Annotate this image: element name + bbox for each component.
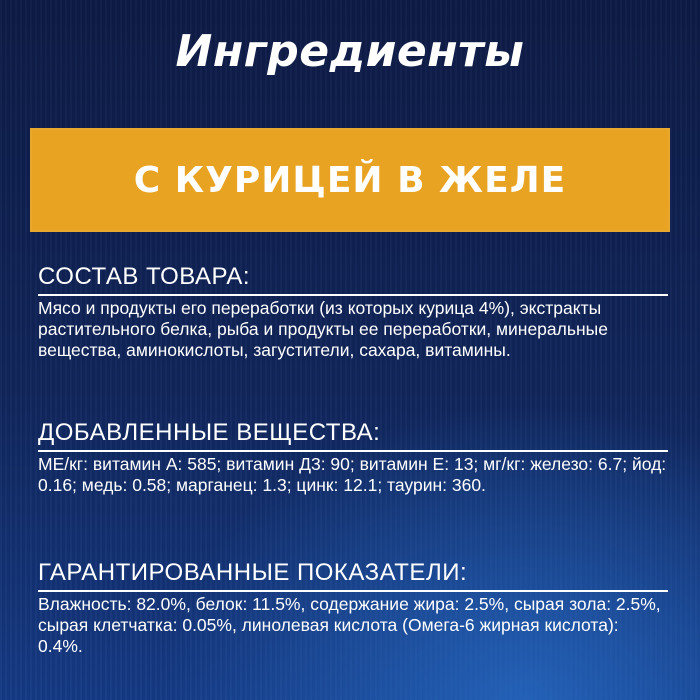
composition-section [38,262,668,361]
composition-text: Мясо и продукты его переработки (из которых курица 4%), экстракты растительного белка, рыба и продукты ее переработки, минеральные вещества, аминокислоты, загустители, сахара, витамины. [38,298,608,360]
additives-section [38,418,668,496]
guaranteed-analysis-section [38,558,668,657]
guaranteed-analysis-heading: ГАРАНТИРОВАННЫЕ ПОКАЗАТЕЛИ: [38,558,668,592]
flavor-label: С КУРИЦЕЙ В ЖЕЛЕ [133,159,567,201]
flavor-banner [30,128,670,232]
guaranteed-analysis-text: Влажность: 82.0%, белок: 11.5%, содержание жира: 2.5%, сырая зола: 2.5%, сырая клетчатка: 0.05%, линолевая кислота (Омега-6 жирная кислота): 0.4%. [38,594,661,656]
page-title: Ингредиенты [175,26,525,77]
additives-text: МЕ/кг: витамин А: 585; витамин Д3: 90; витамин Е: 13; мг/кг: железо: 6.7; йод: 0.16; медь: 0.58; марганец: 1.3; цинк: 12.1; таурин: 360. [38,454,667,495]
composition-heading: СОСТАВ ТОВАРА: [38,262,668,296]
additives-heading: ДОБАВЛЕННЫЕ ВЕЩЕСТВА: [38,418,668,452]
